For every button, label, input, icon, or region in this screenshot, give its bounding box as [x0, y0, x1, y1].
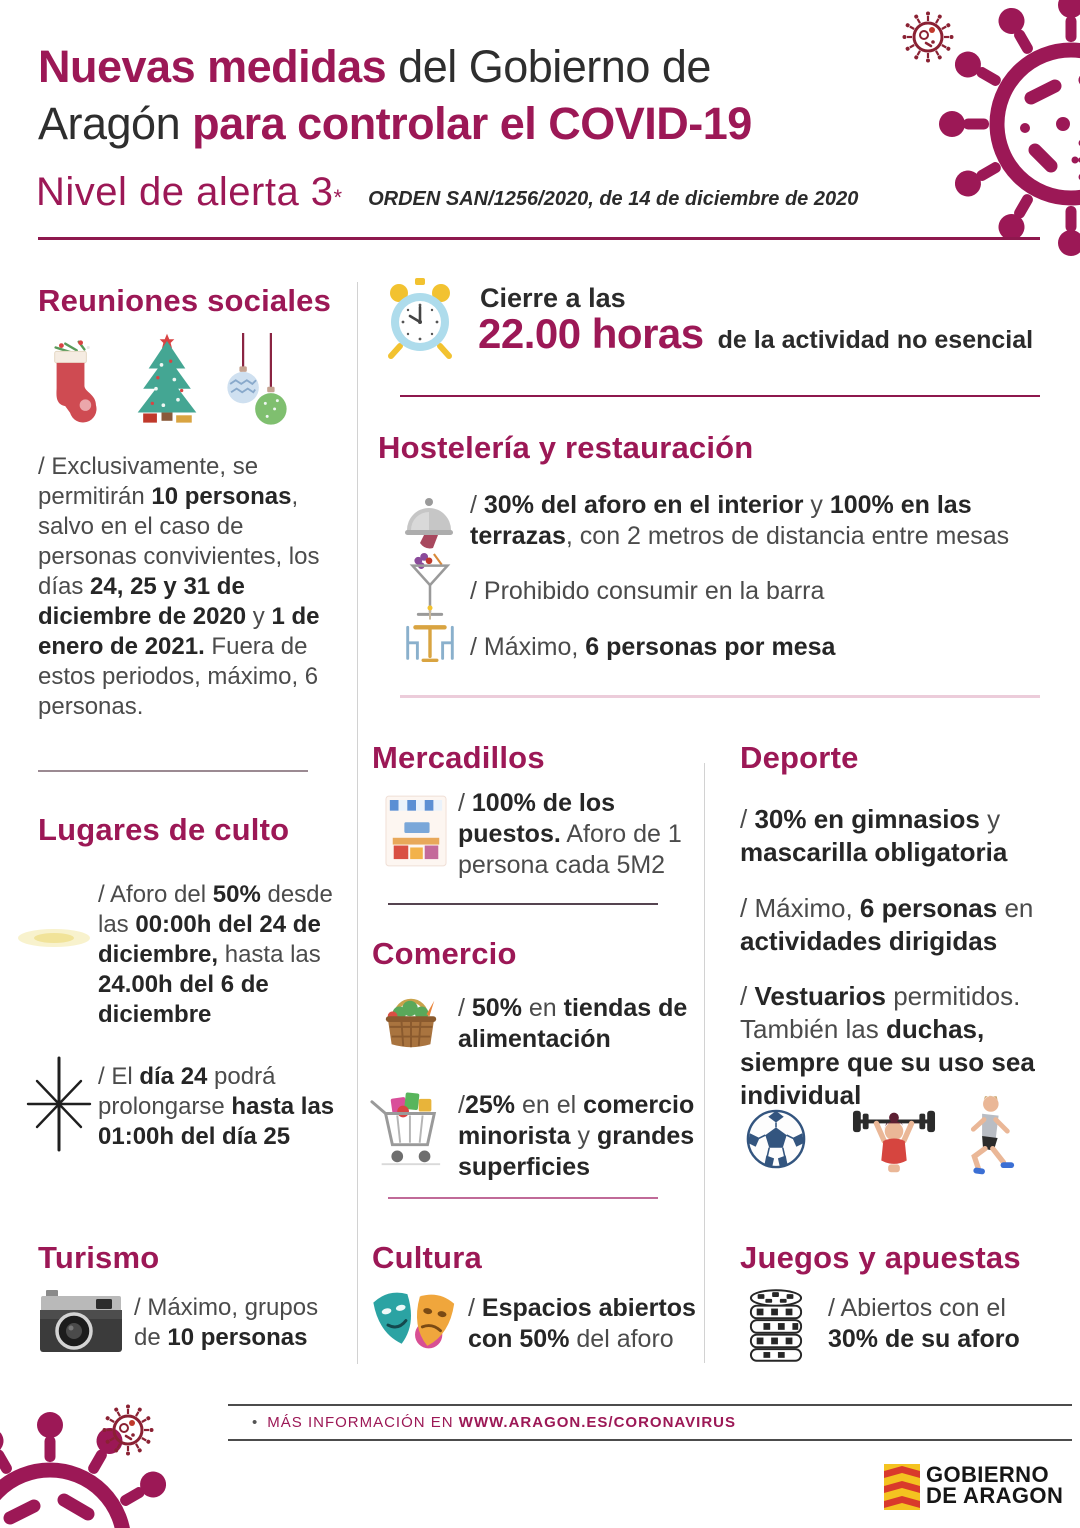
food-basket-icon — [380, 990, 442, 1054]
section-heading-culto: Lugares de culto — [38, 812, 290, 847]
deporte-item-1: / 30% en gimnasios y mascarilla obligatoria — [740, 804, 1008, 867]
turismo-body: / Máximo, grupos de 10 personas — [134, 1294, 319, 1351]
footer-divider-bottom — [228, 1439, 1072, 1441]
aragon-flag-icon — [884, 1464, 920, 1510]
shopping-cart-icon — [368, 1086, 446, 1178]
candle-glow-icon — [16, 918, 92, 958]
section-divider — [388, 903, 658, 905]
footer-info — [252, 1414, 736, 1432]
coronavirus-icon — [931, 0, 1080, 264]
serving-dish-icon — [402, 488, 456, 552]
soccer-ball-icon — [745, 1108, 807, 1170]
section-heading-turismo: Turismo — [38, 1240, 160, 1275]
hosteleria-item-2: / Prohibido consumir en la barra — [470, 577, 825, 605]
reuniones-body: / Exclusivamente, se permitirán 10 personas, salvo en el caso de personas convivientes, los días 24, 25 y 31 de diciembre de 2020 y 1 de enero de 2021. Fuera de estos periodos, máximo, 6 personas. — [38, 453, 320, 720]
hosteleria-item-1: / 30% del aforo en el interior y 100% en las terrazas, con 2 metros de distancia entre mesas — [470, 491, 1010, 550]
section-divider — [400, 695, 1040, 698]
section-heading-mercadillos: Mercadillos — [372, 740, 545, 775]
gobierno-aragon-logo — [926, 1464, 1063, 1506]
section-heading-comercio: Comercio — [372, 936, 517, 971]
comercio-item-1: / 50% en tiendas de alimentación — [458, 994, 688, 1053]
vertical-divider — [704, 763, 705, 1363]
page-title — [38, 38, 888, 152]
footer-bullet: • — [252, 1414, 258, 1431]
juegos-body: / Abiertos con el 30% de su aforo — [828, 1294, 1020, 1353]
section-heading-juegos: Juegos y apuestas — [740, 1240, 1021, 1275]
christmas-stocking-icon — [42, 336, 100, 432]
comercio-item-2: /25% en el comercio minorista y grandes superficies — [458, 1091, 695, 1181]
vertical-divider — [357, 282, 358, 1364]
title-line-1: Nuevas medidas del Gobierno de — [38, 41, 711, 92]
virus-outline-icon — [102, 1404, 154, 1456]
order-reference: ORDEN SAN/1256/2020, de 14 de diciembre de 2020 — [368, 188, 859, 210]
theater-masks-icon — [372, 1286, 460, 1362]
alert-asterisk: * — [333, 185, 343, 210]
camera-icon — [40, 1288, 122, 1356]
section-heading-hosteleria: Hostelería y restauración — [378, 430, 754, 465]
closure-time: 22.00 horas — [478, 310, 704, 357]
closure-time-row — [478, 310, 1033, 358]
alert-level: Nivel de alerta 3 — [36, 170, 334, 214]
footer-divider-top — [228, 1404, 1072, 1406]
banner-divider — [400, 395, 1040, 397]
alert-level-row — [36, 170, 858, 215]
running-icon — [952, 1092, 1018, 1182]
logo-line-1: GOBIERNO — [926, 1462, 1049, 1487]
mercadillos-body: / 100% de los puestos. Aforo de 1 persona cada 5M2 — [458, 789, 682, 879]
closure-suffix: de la actividad no esencial — [717, 326, 1034, 354]
deporte-item-2: / Máximo, 6 personas en actividades dirigidas — [740, 893, 1034, 956]
cultura-body: / Espacios abiertos con 50% del aforo — [468, 1294, 696, 1353]
hosteleria-item-3: / Máximo, 6 personas por mesa — [470, 633, 836, 661]
section-heading-reuniones: Reuniones sociales — [38, 283, 332, 318]
section-divider — [388, 1197, 658, 1199]
table-chairs-icon — [398, 604, 462, 670]
logo-line-2: DE ARAGON — [926, 1483, 1064, 1508]
culto-item-1: / Aforo del 50% desde las 00:00h del 24 de diciembre, hasta las 24.00h del 6 de diciembre — [98, 881, 333, 1028]
star-icon — [20, 1056, 98, 1152]
deporte-item-3: / Vestuarios permitidos. También las duchas, siempre que su uso sea individual — [740, 981, 1035, 1110]
title-line-2: Aragón para controlar el COVID-19 — [38, 98, 752, 149]
closure-prefix: Cierre a las — [480, 283, 626, 313]
coronavirus-icon — [0, 1404, 190, 1528]
footer-info-text: MÁS INFORMACIÓN EN WWW.ARAGON.ES/CORONAVIRUS — [267, 1414, 736, 1431]
culto-item-2: / El día 24 podrá prolongarse hasta las 01:00h del día 25 — [98, 1063, 335, 1150]
market-stall-icon — [385, 795, 447, 867]
christmas-baubles-icon — [226, 333, 288, 433]
header-divider — [38, 237, 1040, 240]
alarm-clock-icon — [382, 276, 458, 360]
weightlifting-icon — [852, 1098, 936, 1182]
section-divider — [38, 770, 308, 772]
section-heading-cultura: Cultura — [372, 1240, 482, 1275]
section-heading-deporte: Deporte — [740, 740, 859, 775]
poker-chips-icon — [748, 1288, 804, 1362]
christmas-tree-icon — [134, 330, 200, 430]
